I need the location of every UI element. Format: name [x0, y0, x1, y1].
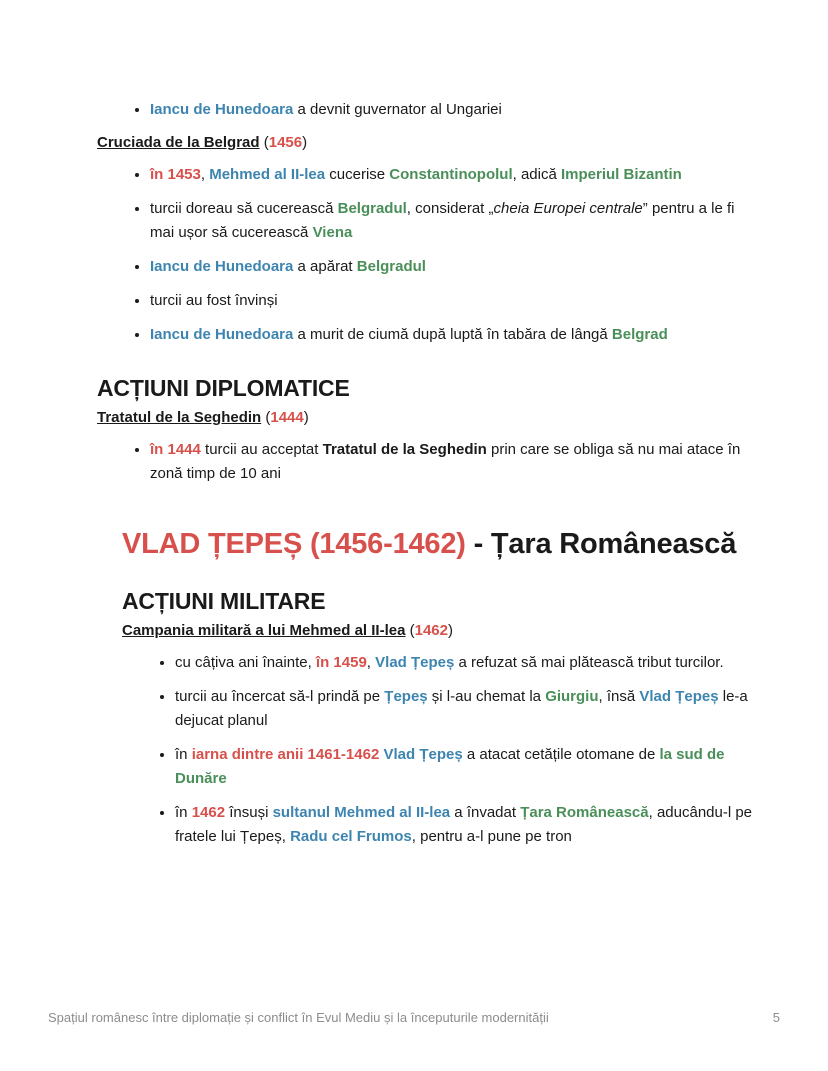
list-item: • în 1444 turcii au acceptat Tratatul de la Seghedin prin care se obliga să nu mai atace în zonă timp de 10 ani	[150, 438, 757, 486]
person-name: Iancu de Hunedoara	[150, 101, 294, 118]
list-item: • turcii au fost învinși	[150, 289, 757, 313]
seghedin-subheading: Tratatul de la Seghedin (1444)	[97, 409, 309, 426]
campaign-list	[122, 651, 762, 849]
page-footer	[48, 1010, 780, 1025]
military-heading: ACȚIUNI MILITARE	[122, 588, 326, 614]
belgrad-subheading: Cruciada de la Belgrad (1456)	[97, 134, 308, 151]
list-item: • Iancu de Hunedoara a murit de ciumă după luptă în tabăra de lângă Belgrad	[150, 323, 757, 347]
list-item: • Iancu de Hunedoara a devnit guvernator al Ungariei	[150, 98, 757, 122]
section-vlad	[122, 526, 762, 859]
list-item: • Iancu de Hunedoara a apărat Belgradul	[150, 255, 757, 279]
footer-text: Spațiul românesc între diplomație și conflict în Evul Mediu și la începuturile modernității	[48, 1010, 549, 1025]
list-item: • cu câțiva ani înainte, în 1459, Vlad Țepeș a refuzat să mai plătească tribut turcilor.	[175, 651, 762, 675]
diplomatic-heading: ACȚIUNI DIPLOMATICE	[97, 375, 350, 401]
bullet-list	[97, 98, 757, 122]
seghedin-list	[97, 438, 757, 486]
list-item: • în 1462 însuși sultanul Mehmed al II-lea a învadat Țara Românească, aducându-l pe fratele lui Țepeș, Radu cel Frumos, pentru a-l pune pe tron	[175, 801, 762, 849]
vlad-title: VLAD ȚEPEȘ (1456-1462) - Țara Românească	[122, 528, 737, 560]
list-item: • turcii au încercat să-l prindă pe Țepeș și l-au chemat la Giurgiu, însă Vlad Țepeș le-a dejucat planul	[175, 685, 762, 733]
page-number: 5	[772, 1010, 780, 1025]
campaign-subheading: Campania militară a lui Mehmed al II-lea (1462)	[122, 622, 453, 639]
list-item: • în 1453, Mehmed al II-lea cucerise Constantinopolul, adică Imperiul Bizantin	[150, 163, 757, 187]
belgrad-list	[97, 163, 757, 347]
section-iancu	[97, 98, 757, 496]
list-item: • turcii doreau să cucerească Belgradul, considerat „cheia Europei centrale” pentru a le fi mai ușor să cucerească Viena	[150, 197, 757, 245]
list-item: • în iarna dintre anii 1461-1462 Vlad Țepeș a atacat cetățile otomane de la sud de Dunăre	[175, 743, 762, 791]
